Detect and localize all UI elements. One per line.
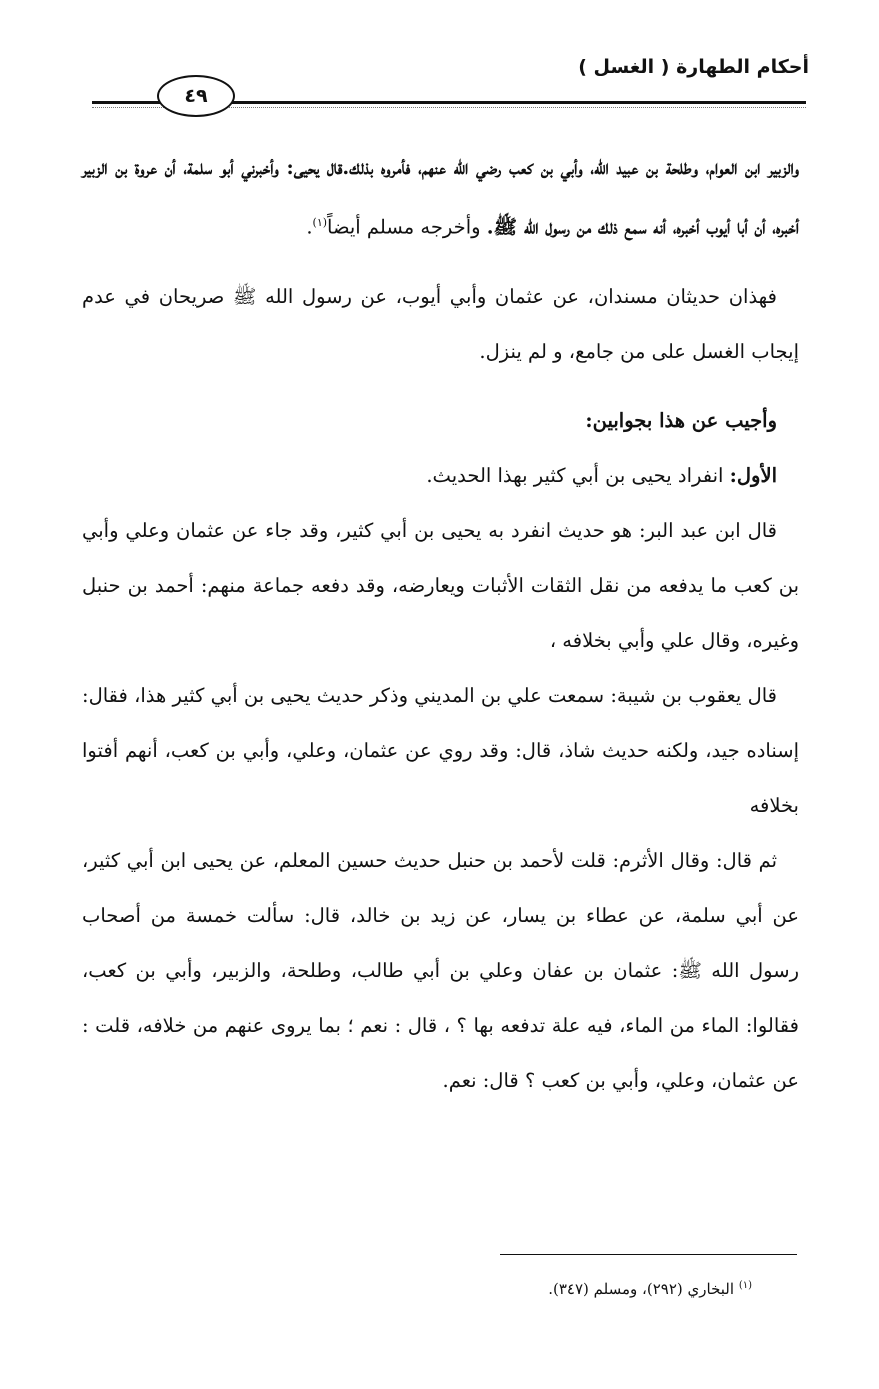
running-title: أحكام الطهارة ( الغسل ) [578, 56, 809, 78]
body-text [82, 140, 799, 1108]
section-heading: وأجيب عن هذا بجوابين: [585, 408, 777, 432]
paragraph-5: ثم قال: وقال الأثرم: قلت لأحمد بن حنبل حديث حسين المعلم، عن يحيى ابن أبي كثير، عن أبي سلمة، عن عطاء بن يسار، عن زيد بن خالد، قال: سألت خمسة من أصحاب رسول الله ﷺ: عثمان بن عفان وعلي بن أبي طالب، وطلحة، والزبير، وأبي بن كعب، فقالوا: الماء من الماء، فيه علة تدفعه بها ؟ ، قال : نعم ؛ بما يروى عنهم من خلافه، قلت : عن عثمان، وعلي، وأبي بن كعب ؟ قال: نعم. [82, 848, 799, 1092]
first-answer-label: الأول: [729, 463, 777, 487]
first-answer [82, 448, 799, 503]
paragraph-3: قال ابن عبد البر: هو حديث انفرد به يحيى بن أبي كثير، وقد جاء عن عثمان وعلي وأبي بن كعب ما يدفعه من نقل الثقات الأثبات ويعارضه، وقد دفعه جماعة منهم: أحمد بن حنبل وغيره، وقال علي وأبي بخلافه ، [82, 518, 799, 652]
paragraph-1-normal: وأخرجه مسلم أيضاً [327, 215, 487, 239]
footnote-mark: (١) [738, 1280, 752, 1291]
page-number-text: ٤٩ [184, 85, 208, 107]
footnote-text: البخاري (٢٩٢)، ومسلم (٣٤٧). [548, 1280, 735, 1298]
first-answer-text: انفراد يحيى بن أبي كثير بهذا الحديث. [426, 463, 730, 487]
page-number [157, 75, 235, 117]
paragraph-2: فهذان حديثان مسندان، عن عثمان وأبي أيوب، عن رسول الله ﷺ صريحان في عدم إيجاب الغسل على من جامع، و لم ينزل. [82, 284, 799, 363]
footnote [548, 1280, 752, 1298]
paragraph-1-bold: والزبير ابن العوام، وطلحة بن عبيد الله، وأبي بن كعب رضي الله عنهم، فأمروه بذلك.قال يحيى: وأخبرني أبو سلمة، أن عروة بن الزبير أخبره، أن أبا أيوب أخبره، أنه سمع ذلك من رسول الله ﷺ. [82, 156, 799, 239]
paragraph-1 [82, 140, 799, 255]
footnote-reference[interactable]: (١) [312, 216, 328, 229]
footnote-rule [500, 1254, 797, 1255]
paragraph-4: قال يعقوب بن شيبة: سمعت علي بن المديني وذكر حديث يحيى بن أبي كثير هذا، فقال: إسناده جيد، ولكنه حديث شاذ، قال: وقد روي عن عثمان، وعلي، وأبي بن كعب، أنهم أفتوا بخلافه [82, 683, 799, 817]
paragraph-1-end: . [306, 215, 313, 239]
